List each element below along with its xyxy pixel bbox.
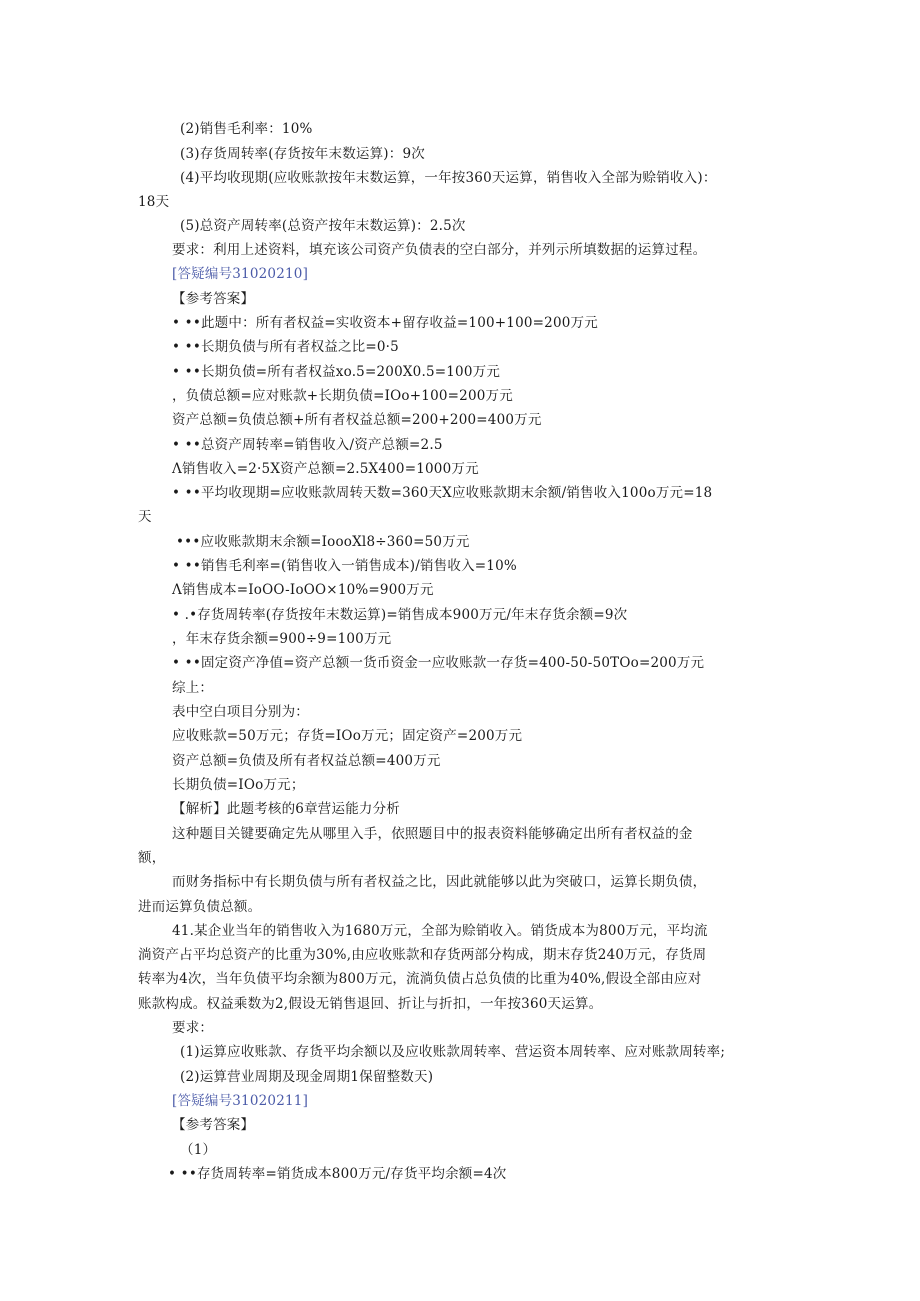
text-line: (2)销售毛利率：10% <box>180 121 313 137</box>
text-line: 41.某企业当年的销售收入为1680万元，全部为赊销收入。销货成本为800万元，平均流 <box>172 923 708 939</box>
text-line: • ••销售毛利率=(销售收入一销售成本)/销售收入=10% <box>172 558 517 574</box>
text-line: 要求：利用上述资料，填充该公司资产负债表的空白部分，并列示所填数据的运算过程。 <box>172 242 707 258</box>
text-line: • ••平均收现期=应收账款周转天数=360天X应收账款期末余额/销售收入100o万元=18 <box>172 485 713 501</box>
text-line: ，年末存货余额=900÷9=100万元 <box>172 631 392 647</box>
text-line: 而财务指标中有长期负债与所有者权益之比，因此就能够以此为突破口，运算长期负债， <box>172 874 707 890</box>
text-line: 资产总额=负债及所有者权益总额=400万元 <box>172 753 441 769</box>
text-line: 转率为4次，当年负债平均余额为800万元，流淌负债占总负债的比重为40%,假设全部由应对 <box>138 971 702 987</box>
text-line: 资产总额=负债总额+所有者权益总额=200+200=400万元 <box>172 412 542 428</box>
text-line: （1） <box>180 1142 217 1158</box>
text-line: • ••长期负债=所有者权益xo.5=200X0.5=100万元 <box>172 364 501 380</box>
text-line: • ••长期负债与所有者权益之比=0·5 <box>172 339 399 355</box>
text-line: •••应收账款期末余额=IoooXl8÷360=50万元 <box>176 534 470 550</box>
question-reference-number: [答疑编号31020210] <box>172 266 309 282</box>
text-line: • ••固定资产净值=资产总额一货币资金一应收账款一存货=400-50-50TOo=200万元 <box>172 655 705 671</box>
text-line: 天 <box>138 509 152 525</box>
text-line: 【参考答案】 <box>172 1117 255 1133</box>
text-line: 18天 <box>138 194 170 210</box>
text-line: 要求： <box>172 1020 214 1036</box>
text-line: ，负债总额=应对账款+长期负债=IOo+100=200万元 <box>172 388 513 404</box>
text-line: 额， <box>138 850 166 866</box>
text-line: • ••此题中：所有者权益=实收资本+留存收益=100+100=200万元 <box>172 315 598 331</box>
text-line: 表中空白项目分别为： <box>172 704 309 720</box>
text-line: • ••存货周转率=销货成本800万元/存货平均余额=4次 <box>168 1166 507 1182</box>
text-line: 【解析】此题考核的6章营运能力分析 <box>172 801 400 817</box>
text-line: • .•存货周转率(存货按年末数运算)=销售成本900万元/年末存货余额=9次 <box>172 607 628 623</box>
text-line: Λ销售成本=IoOO-IoOO×10%=900万元 <box>172 582 434 598</box>
text-line: 综上： <box>172 680 214 696</box>
text-line: (1)运算应收账款、存货平均余额以及应收账款周转率、营运资本周转率、应对账款周转率; <box>180 1044 726 1060</box>
text-line: 长期负债=IOo万元； <box>172 777 305 793</box>
text-line: 应收账款=50万元；存货=IOo万元；固定资产=200万元 <box>172 728 523 744</box>
text-line: (4)平均收现期(应收账款按年末数运算，一年按360天运算，销售收入全部为赊销收入)： <box>180 170 717 186</box>
text-line: (5)总资产周转率(总资产按年末数运算)：2.5次 <box>180 218 466 234</box>
text-line: 进而运算负债总额。 <box>138 899 262 915</box>
text-line: Λ销售收入=2·5X资产总额=2.5X400=1000万元 <box>172 461 479 477</box>
text-line: (3)存货周转率(存货按年末数运算)：9次 <box>180 146 425 162</box>
text-line: 这种题目关键要确定先从哪里入手，依照题目中的报表资料能够确定出所有者权益的金 <box>172 826 693 842</box>
question-reference-number: [答疑编号31020211] <box>172 1093 309 1109</box>
text-line: 【参考答案】 <box>172 291 255 307</box>
text-line: • ••总资产周转率=销售收入/资产总额=2.5 <box>172 437 443 453</box>
text-line: 淌资产占平均总资产的比重为30%,由应收账款和存货两部分构成，期末存货240万元，存货周 <box>138 947 707 963</box>
text-line: 账款构成。权益乘数为2,假设无销售退回、折让与折扣，一年按360天运算。 <box>138 996 603 1012</box>
text-line: (2)运算营业周期及现金周期1保留整数天) <box>180 1069 434 1085</box>
